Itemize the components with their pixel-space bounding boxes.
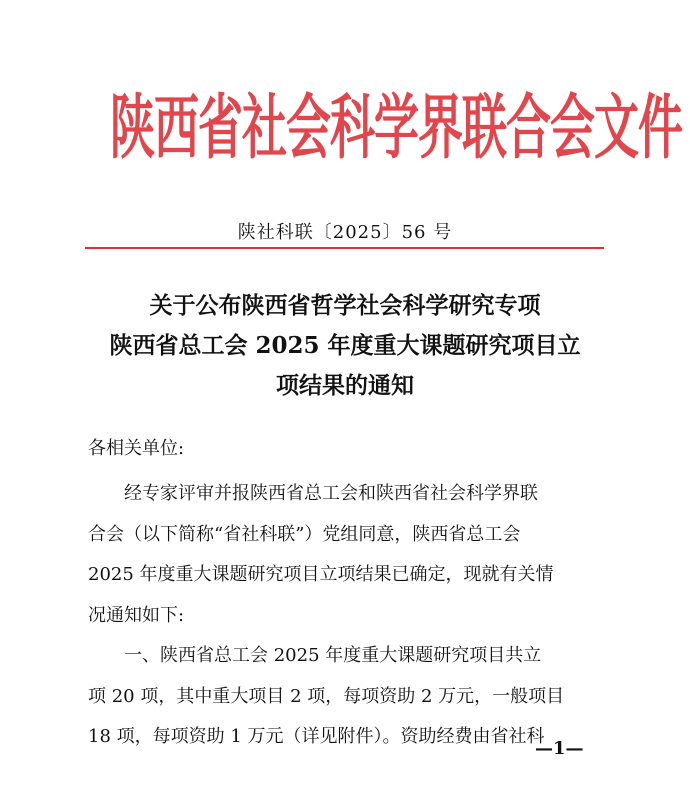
body-line: 况通知如下: <box>88 604 185 626</box>
body-line: 项 20 项，其中重大项目 2 项，每项资助 2 万元，一般项目 <box>88 685 565 707</box>
page-number: —1— <box>535 738 584 759</box>
red-divider-rule <box>85 247 604 249</box>
body-line: 2025 年度重大课题研究项目立项结果已确定，现就有关情 <box>88 564 554 585</box>
body-line: 18 项，每项资助 1 万元（详见附件）。资助经费由省社科 <box>88 726 545 747</box>
salutation: 各相关单位: <box>88 438 185 459</box>
notice-title <box>0 286 690 406</box>
body-line: 一、陕西省总工会 2025 年度重大课题研究项目共立 <box>124 645 542 666</box>
issuer-masthead: 陕西省社会科学界联合会文件 <box>110 86 683 169</box>
title-line: 关于公布陕西省哲学社会科学研究专项 <box>149 292 541 319</box>
body-text <box>88 474 604 758</box>
body-line: 经专家评审并报陕西省总工会和陕西省社会科学界联 <box>124 483 538 504</box>
body-line: 合会（以下简称“省社科联”）党组同意，陕西省总工会 <box>88 523 521 545</box>
title-line: 陕西省总工会 2025 年度重大课题研究项目立 <box>109 332 581 359</box>
title-line: 项结果的通知 <box>276 372 414 399</box>
document-number: 陕社科联〔2025〕56 号 <box>237 222 453 243</box>
